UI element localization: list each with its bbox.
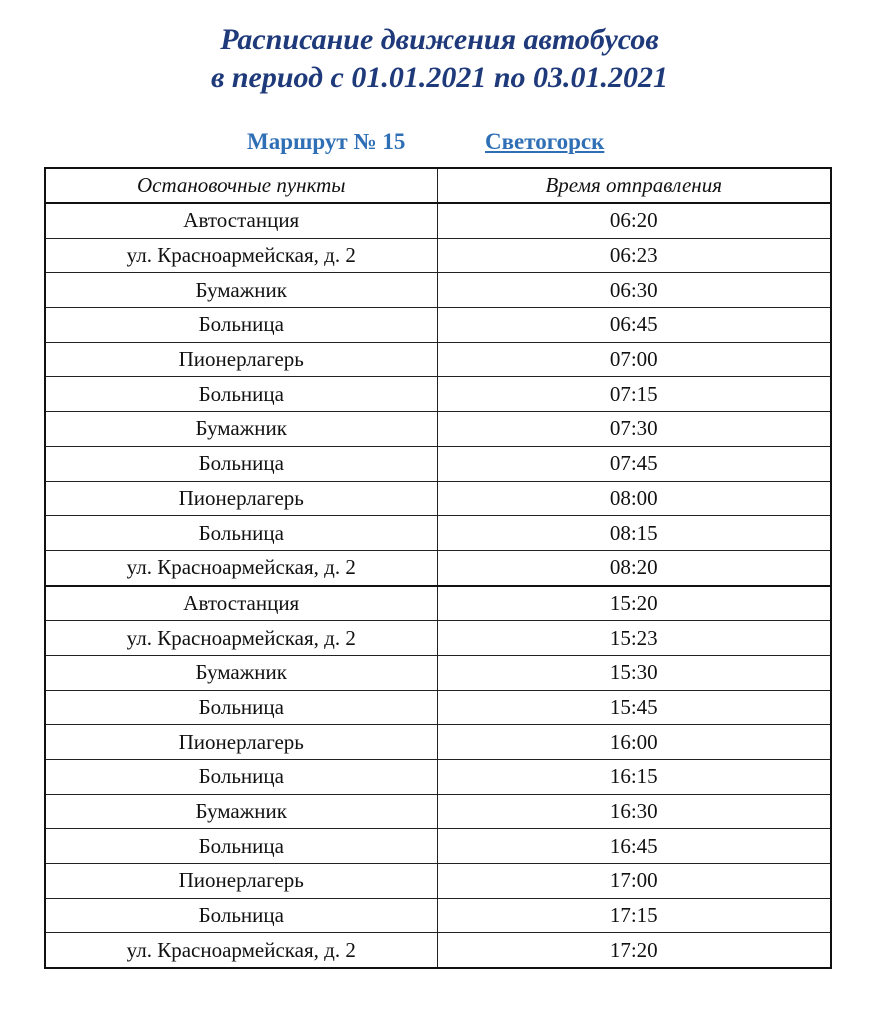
schedule-table bbox=[44, 167, 832, 969]
time-cell: 17:20 bbox=[437, 933, 831, 968]
stop-cell: Бумажник bbox=[45, 273, 437, 308]
time-cell: 06:23 bbox=[437, 238, 831, 273]
table-header-row bbox=[45, 168, 831, 203]
table-row bbox=[45, 446, 831, 481]
time-cell: 08:20 bbox=[437, 550, 831, 585]
table-row bbox=[45, 725, 831, 760]
time-cell: 17:00 bbox=[437, 864, 831, 899]
table-row bbox=[45, 412, 831, 447]
table-row bbox=[45, 238, 831, 273]
stop-cell: Больница bbox=[45, 829, 437, 864]
time-cell: 16:15 bbox=[437, 760, 831, 795]
stop-cell: Больница bbox=[45, 760, 437, 795]
stop-cell: Пионерлагерь bbox=[45, 864, 437, 899]
time-cell: 07:45 bbox=[437, 446, 831, 481]
time-cell: 17:15 bbox=[437, 898, 831, 933]
stop-cell: Бумажник bbox=[45, 655, 437, 690]
column-header-stops: Остановочные пункты bbox=[45, 168, 437, 203]
time-cell: 15:23 bbox=[437, 621, 831, 656]
time-cell: 08:15 bbox=[437, 516, 831, 551]
time-cell: 07:30 bbox=[437, 412, 831, 447]
stop-cell: ул. Красноармейская, д. 2 bbox=[45, 621, 437, 656]
stop-cell: Пионерлагерь bbox=[45, 725, 437, 760]
time-cell: 07:15 bbox=[437, 377, 831, 412]
table-row bbox=[45, 864, 831, 899]
time-cell: 16:45 bbox=[437, 829, 831, 864]
stop-cell: ул. Красноармейская, д. 2 bbox=[45, 933, 437, 968]
stop-cell: Бумажник bbox=[45, 794, 437, 829]
time-cell: 06:20 bbox=[437, 203, 831, 238]
table-row bbox=[45, 550, 831, 585]
table-row bbox=[45, 794, 831, 829]
page-title-line-2: в период с 01.01.2021 по 03.01.2021 bbox=[210, 61, 669, 94]
stop-cell: ул. Красноармейская, д. 2 bbox=[45, 550, 437, 585]
time-cell: 16:00 bbox=[437, 725, 831, 760]
time-cell: 08:00 bbox=[437, 481, 831, 516]
table-row bbox=[45, 690, 831, 725]
stop-cell: Больница bbox=[45, 308, 437, 343]
time-cell: 16:30 bbox=[437, 794, 831, 829]
table-row bbox=[45, 273, 831, 308]
stop-cell: Больница bbox=[45, 377, 437, 412]
time-cell: 15:20 bbox=[437, 586, 831, 621]
time-cell: 15:30 bbox=[437, 655, 831, 690]
table-row bbox=[45, 621, 831, 656]
stop-cell: ул. Красноармейская, д. 2 bbox=[45, 238, 437, 273]
table-row bbox=[45, 481, 831, 516]
table-row bbox=[45, 933, 831, 968]
time-cell: 15:45 bbox=[437, 690, 831, 725]
route-city-link[interactable]: Светогорск bbox=[485, 129, 605, 154]
table-row bbox=[45, 308, 831, 343]
stop-cell: Автостанция bbox=[45, 203, 437, 238]
stop-cell: Пионерлагерь bbox=[45, 342, 437, 377]
stop-cell: Больница bbox=[45, 898, 437, 933]
table-row bbox=[45, 760, 831, 795]
time-cell: 06:30 bbox=[437, 273, 831, 308]
table-row bbox=[45, 203, 831, 238]
stop-cell: Больница bbox=[45, 446, 437, 481]
column-header-departure: Время отправления bbox=[437, 168, 831, 203]
table-row bbox=[45, 342, 831, 377]
table-row bbox=[45, 829, 831, 864]
stop-cell: Автостанция bbox=[45, 586, 437, 621]
time-cell: 06:45 bbox=[437, 308, 831, 343]
stop-cell: Пионерлагерь bbox=[45, 481, 437, 516]
stop-cell: Больница bbox=[45, 516, 437, 551]
time-cell: 07:00 bbox=[437, 342, 831, 377]
table-row bbox=[45, 655, 831, 690]
stop-cell: Больница bbox=[45, 690, 437, 725]
route-number: Маршрут № 15 bbox=[247, 129, 406, 154]
table-row bbox=[45, 586, 831, 621]
page-title-line-1: Расписание движения автобусов bbox=[220, 23, 659, 56]
table-row bbox=[45, 377, 831, 412]
stop-cell: Бумажник bbox=[45, 412, 437, 447]
table-row bbox=[45, 898, 831, 933]
table-row bbox=[45, 516, 831, 551]
